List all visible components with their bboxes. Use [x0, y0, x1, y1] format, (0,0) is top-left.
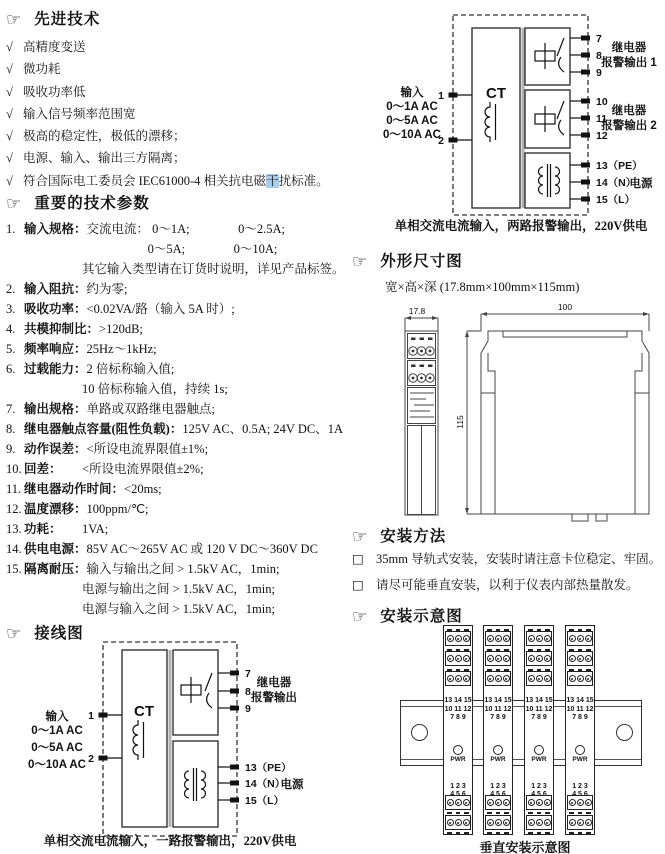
terminal-block	[445, 815, 471, 834]
terminal-block	[485, 667, 511, 686]
terminal-block	[526, 667, 552, 686]
feature-text: 吸收功率低	[23, 84, 86, 99]
module-terminal-numbers: 13 14 15	[525, 697, 553, 704]
svg-text:1: 1	[88, 710, 94, 722]
feature-text: 电源、输入、输出三方隔离；	[23, 151, 186, 166]
param-row	[6, 379, 351, 399]
param-value: 单路或双路继电器触点;	[86, 402, 215, 416]
section-header-dimensions	[352, 249, 463, 272]
check-mark: √	[6, 173, 13, 188]
param-row	[6, 579, 351, 599]
bottom-terminal-blocks	[484, 794, 512, 834]
param-label: 输入阻抗：	[24, 282, 87, 296]
param-number: 10.	[6, 462, 22, 476]
svg-text:12: 12	[596, 130, 608, 142]
feature-item	[6, 147, 341, 169]
feature-text: 微功耗	[23, 62, 61, 77]
terminal-block	[567, 667, 593, 686]
section-title: 接线图	[34, 625, 84, 642]
din-module	[524, 625, 554, 835]
param-row	[6, 219, 351, 239]
highlighted-char: 干	[266, 173, 279, 188]
section-title: 重要的技术参数	[34, 195, 150, 212]
param-row	[6, 239, 351, 259]
diagram-caption: 单相交流电流输入，一路报警输出，220V供电	[43, 834, 297, 848]
param-number: 4.	[6, 322, 16, 336]
param-number: 13.	[6, 522, 22, 536]
module-terminal-numbers: 10 11 12	[566, 705, 594, 713]
svg-text:11: 11	[596, 113, 608, 125]
module-terminal-numbers: 7 8 9	[490, 714, 506, 721]
ct-symbol	[133, 703, 154, 760]
feature-item	[6, 103, 341, 125]
pointer-hand-icon: ☞	[352, 607, 368, 627]
terminal-block	[485, 795, 511, 814]
advanced-tech-list	[6, 36, 341, 192]
svg-text:0～10A AC: 0～10A AC	[383, 129, 441, 141]
feature-item-iec	[6, 170, 341, 192]
param-prefix	[82, 242, 148, 256]
param-value: 1VA;	[82, 522, 109, 536]
param-number: 12.	[6, 502, 22, 516]
wiring-diagram-one-channel	[0, 638, 340, 838]
param-value: 2 倍标称输入值;	[86, 362, 175, 376]
svg-text:2: 2	[438, 135, 444, 147]
module-terminal-numbers: 10 11 12	[484, 705, 512, 713]
param-value: 0～1A;	[152, 222, 190, 236]
param-value: 电源与输入之间 > 1.5kV AC，1min;	[82, 602, 275, 616]
feature-item	[6, 125, 341, 147]
param-value-2: 0～2.5A;	[238, 222, 286, 236]
svg-text:14（N）: 14（N）	[596, 177, 637, 189]
svg-text:13（PE）: 13（PE）	[245, 762, 292, 774]
param-row	[6, 479, 351, 499]
pointer-hand-icon: ☞	[6, 194, 22, 214]
svg-text:115: 115	[455, 415, 465, 429]
terminal-block	[445, 647, 471, 666]
param-label: 回差：	[24, 462, 62, 476]
section-title: 安装示意图	[380, 608, 463, 625]
bottom-terminal-blocks	[525, 794, 553, 834]
ct-symbol	[485, 85, 506, 142]
section-title: 外形尺寸图	[380, 253, 463, 270]
install-text: 请尽可能垂直安装，以利于仪表内部热量散发。	[376, 578, 639, 592]
param-row	[6, 499, 351, 519]
param-number: 8.	[6, 422, 16, 436]
pointer-hand-icon: ☞	[6, 624, 22, 644]
input-terminals	[28, 709, 122, 771]
param-prefix: 交流电流：	[86, 222, 153, 236]
param-label: 功耗：	[24, 522, 62, 536]
svg-text:CT: CT	[134, 703, 154, 720]
module-terminal-numbers: 7 8 9	[450, 714, 466, 721]
side-view	[481, 331, 649, 521]
terminal-block	[567, 647, 593, 666]
param-value: <所设电流界限值±1%;	[86, 442, 209, 456]
svg-text:15（L）: 15（L）	[245, 795, 285, 807]
param-row	[6, 419, 351, 439]
rail-clip	[572, 514, 588, 521]
terminal-block	[526, 647, 552, 666]
svg-text:2: 2	[88, 753, 94, 765]
svg-text:15（L）: 15（L）	[596, 194, 636, 206]
power-supply	[539, 159, 653, 206]
bottom-terminal-blocks	[566, 794, 594, 834]
param-label: 输出规格：	[24, 402, 87, 416]
feature-text: 高精度变送	[23, 40, 86, 54]
svg-text:8: 8	[596, 50, 602, 62]
relay-1	[181, 668, 297, 715]
power-led	[493, 745, 503, 755]
module-terminal-numbers: 13 14 15	[566, 697, 594, 704]
isolation-barrier	[522, 28, 525, 208]
svg-text:CT: CT	[486, 85, 506, 102]
section-header-params	[6, 191, 150, 214]
svg-text:7: 7	[596, 33, 602, 45]
install-item	[352, 546, 662, 572]
input-terminals	[383, 85, 472, 147]
front-view	[405, 331, 438, 515]
svg-text:0～1A AC: 0～1A AC	[386, 101, 438, 113]
feature-text: 符合国际电工委员会 IEC61000-4 相关抗电磁	[23, 173, 267, 188]
pointer-hand-icon: ☞	[352, 527, 368, 547]
power-supply	[185, 761, 304, 807]
input-label: 输入	[45, 711, 69, 723]
install-method-list	[352, 546, 662, 598]
module-terminal-numbers: 1 2 3	[450, 782, 466, 790]
power-led-label: PWR	[490, 755, 506, 763]
feature-item	[6, 81, 341, 103]
svg-text:0～1A AC: 0～1A AC	[31, 725, 83, 737]
svg-text:13（PE）: 13（PE）	[596, 160, 643, 172]
feature-item	[6, 58, 341, 80]
input-label: 输入	[400, 87, 424, 99]
param-value: 其它输入类型请在订货时说明，详见产品标签。	[82, 262, 345, 276]
svg-text:100: 100	[557, 302, 573, 312]
param-row	[6, 319, 351, 339]
rail-clip	[596, 514, 607, 521]
svg-text:报警输出: 报警输出	[251, 692, 297, 704]
param-value: 85V AC～265V AC 或 120 V DC～360V DC	[86, 542, 318, 556]
param-label: 供电电源：	[24, 542, 87, 556]
relay-2	[535, 96, 657, 142]
terminal-block	[445, 627, 471, 646]
param-number: 3.	[6, 302, 16, 316]
power-led-label: PWR	[572, 755, 588, 763]
param-row	[6, 299, 351, 319]
param-label: 继电器动作时间：	[24, 482, 125, 496]
check-mark: √	[6, 84, 13, 99]
param-row	[6, 359, 351, 379]
svg-text:8: 8	[245, 686, 251, 698]
schematic-caption: 垂直安装示意图	[479, 840, 571, 854]
param-number: 9.	[6, 442, 16, 456]
check-mark: √	[6, 129, 13, 144]
pointer-hand-icon: ☞	[352, 252, 368, 272]
terminal-block	[526, 795, 552, 814]
svg-text:0～5A AC: 0～5A AC	[31, 742, 83, 754]
terminal-block	[485, 815, 511, 834]
module-terminal-numbers: 4 5 6	[490, 791, 506, 798]
svg-text:继电器: 继电器	[611, 42, 647, 54]
checkbox-icon: □	[352, 551, 364, 566]
height-dimension	[481, 302, 649, 331]
module-terminal-numbers: 7 8 9	[531, 714, 547, 721]
check-mark: √	[6, 40, 13, 54]
module-terminal-numbers: 7 8 9	[572, 714, 588, 721]
param-value: <所设电流界限值±2%;	[82, 462, 204, 476]
din-module	[565, 625, 595, 835]
relay-1	[535, 33, 657, 79]
param-row	[6, 279, 351, 299]
param-value: 0～5A;	[147, 242, 186, 256]
param-row	[6, 439, 351, 459]
param-value-2: 0～10A;	[233, 242, 278, 256]
module-terminal-numbers: 13 14 15	[444, 697, 472, 704]
feature-text: 极高的稳定性，极低的漂移；	[23, 129, 186, 144]
terminal-block	[526, 627, 552, 646]
din-module	[443, 625, 473, 835]
isolation-barrier	[169, 650, 172, 827]
depth-dimension	[455, 331, 481, 514]
module-terminal-numbers: 1 2 3	[490, 782, 506, 790]
power-led	[453, 745, 463, 755]
svg-text:电源: 电源	[629, 178, 653, 190]
param-value: 25Hz～1kHz;	[86, 342, 157, 356]
terminal-block	[445, 667, 471, 686]
feature-item	[6, 36, 341, 58]
param-row	[6, 559, 351, 579]
dimension-drawing	[360, 298, 660, 530]
param-row	[6, 519, 351, 539]
param-label: 共模抑制比：	[24, 322, 100, 336]
param-label: 输入规格：	[24, 222, 87, 236]
param-value: 125V AC、0.5A; 24V DC、1A	[182, 422, 343, 436]
terminal-block	[445, 795, 471, 814]
power-led-label: PWR	[450, 755, 466, 763]
svg-text:10: 10	[596, 96, 608, 108]
svg-text:电源: 电源	[280, 779, 304, 791]
svg-text:9: 9	[245, 703, 251, 715]
param-value: >120dB;	[99, 322, 143, 336]
wiring-diagram-two-channel	[352, 8, 665, 216]
check-mark: √	[6, 62, 13, 77]
param-value: 电源与输出之间 > 1.5kV AC，1min;	[82, 582, 275, 596]
feature-text: 扰标准。	[278, 173, 329, 188]
installation-schematic	[395, 620, 650, 838]
install-text: 35mm 导轨式安装，安装时请注意卡位稳定、牢固。	[376, 552, 662, 566]
module-terminal-numbers: 13 14 15	[484, 697, 512, 704]
checkbox-icon: □	[352, 577, 364, 592]
param-row	[6, 539, 351, 559]
terminal-block	[567, 795, 593, 814]
param-number: 1.	[6, 222, 16, 236]
param-number: 15.	[6, 562, 22, 576]
pointer-hand-icon: ☞	[6, 10, 22, 30]
section-title: 先进技术	[34, 11, 101, 28]
param-number: 2.	[6, 282, 16, 296]
svg-text:报警输出 2: 报警输出 2	[601, 120, 657, 132]
bottom-terminal-blocks	[444, 794, 472, 834]
param-row	[6, 339, 351, 359]
param-label: 隔离耐压：	[24, 562, 87, 576]
module-terminal-numbers: 10 11 12	[444, 705, 472, 713]
svg-text:0～5A AC: 0～5A AC	[386, 115, 438, 127]
param-row	[6, 259, 351, 279]
module-terminal-numbers: 10 11 12	[525, 705, 553, 713]
param-value: 输入与输出之间 > 1.5kV AC，1min;	[86, 562, 280, 576]
terminal-block	[485, 647, 511, 666]
tech-params-list	[6, 219, 351, 619]
param-number: 11.	[6, 482, 22, 496]
param-number: 14.	[6, 542, 22, 556]
param-number: 7.	[6, 402, 16, 416]
module-terminal-numbers: 1 2 3	[531, 782, 547, 790]
param-number: 6.	[6, 362, 16, 376]
terminal-block	[567, 815, 593, 834]
check-mark: √	[6, 151, 13, 166]
svg-text:17.8: 17.8	[408, 306, 426, 316]
param-row	[6, 399, 351, 419]
param-label: 过载能力：	[24, 362, 87, 376]
power-led	[534, 745, 544, 755]
param-row	[6, 459, 351, 479]
feature-text: 输入信号频率范围宽	[23, 106, 136, 121]
dimension-note: 宽×高×深 (17.8mm×100mm×115mm)	[385, 280, 580, 294]
din-module	[483, 625, 513, 835]
param-value: 100ppm/℃;	[86, 502, 149, 516]
svg-text:1: 1	[438, 90, 444, 102]
width-dimension	[405, 306, 438, 331]
param-value: 10 倍标称输入值，持续 1s;	[82, 382, 228, 396]
svg-text:14（N）: 14（N）	[245, 778, 286, 790]
svg-text:继电器: 继电器	[611, 105, 647, 117]
terminal-block	[567, 627, 593, 646]
param-label: 频率响应：	[24, 342, 87, 356]
power-led	[575, 745, 585, 755]
install-item	[352, 572, 662, 598]
svg-text:0～10A AC: 0～10A AC	[28, 759, 86, 771]
svg-text:9: 9	[596, 67, 602, 79]
param-label: 温度漂移：	[24, 502, 87, 516]
param-label: 吸收功率：	[24, 302, 87, 316]
terminal-block	[485, 627, 511, 646]
section-header-advanced	[6, 7, 100, 30]
param-row	[6, 599, 351, 619]
param-value: <0.02VA/路（输入 5A 时）;	[86, 302, 235, 316]
module-terminal-numbers: 4 5 6	[531, 791, 547, 798]
module-terminal-numbers: 4 5 6	[450, 791, 466, 798]
param-value: <20ms;	[124, 482, 162, 496]
svg-text:报警输出 1: 报警输出 1	[601, 57, 657, 69]
check-mark: √	[6, 106, 13, 121]
module-terminal-numbers: 4 5 6	[572, 791, 588, 798]
module-terminal-numbers: 1 2 3	[572, 782, 588, 790]
terminal-block	[526, 815, 552, 834]
param-value: 约为零;	[86, 282, 128, 296]
param-label: 继电器触点容量(阻性负载)：	[24, 422, 183, 436]
power-led-label: PWR	[531, 755, 547, 763]
svg-text:继电器: 继电器	[256, 677, 292, 689]
diagram-caption: 单相交流电流输入，两路报警输出，220V供电	[394, 219, 648, 233]
param-label: 动作误差：	[24, 442, 87, 456]
section-title: 安装方法	[380, 528, 447, 545]
svg-text:7: 7	[245, 668, 251, 680]
param-number: 5.	[6, 342, 16, 356]
